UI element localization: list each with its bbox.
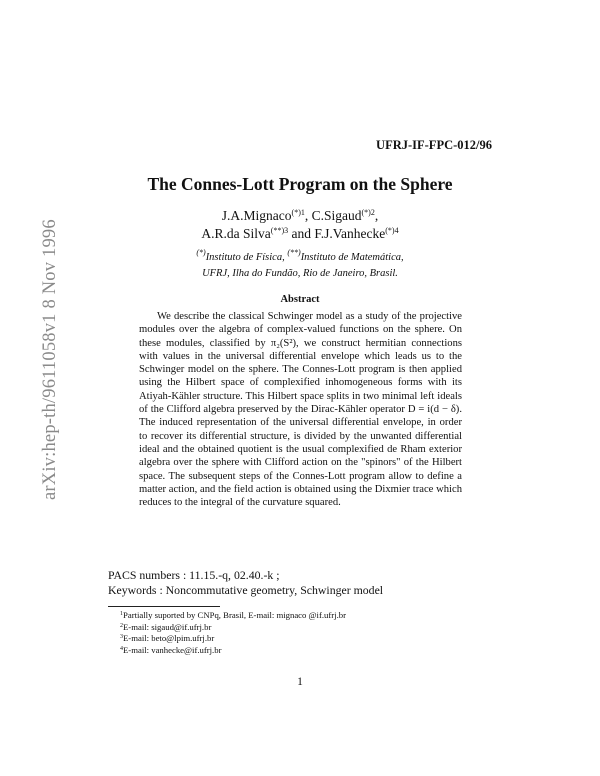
abstract-body [139,310,462,509]
authors-line-2 [0,225,600,243]
affiliation-line-2: UFRJ, Ilha do Fundão, Rio de Janeiro, Brasil. [202,268,398,279]
page-number: 1 [297,676,303,688]
report-number: UFRJ-IF-FPC-012/96 [376,138,492,152]
author-mark: (*)2 [361,208,375,217]
arxiv-identifier-stamp: arXiv:hep-th/9611058v1 8 Nov 1996 [40,219,60,500]
footnote-item [120,610,346,622]
abstract-heading: Abstract [280,294,320,305]
author-mark: (*)4 [385,226,399,235]
paper-title: The Connes-Lott Program on the Sphere [147,174,453,194]
pacs-numbers: PACS numbers : 11.15.-q, 02.40.-k ; [108,568,280,582]
authors-line-1: J.A.Mignaco$^{(*)1}$, C.Sigaud$^{(*)2}$, [221,208,379,223]
affiliation-institute: Instituto de Física, [205,252,285,263]
footnote-text: E-mail: sigaud@if.ufrj.br [123,621,212,632]
author-name: F.J.Vanhecke [314,226,386,241]
affiliation-institute: Instituto de Matemática, [300,252,404,263]
author-conjunction: and [291,226,311,241]
footnote-item [120,633,346,645]
footnotes [120,610,346,657]
footnote-mark: 3 [120,634,123,641]
author-name: C.Sigaud [311,208,362,223]
footnote-text: E-mail: beto@lpim.ufrj.br [123,633,215,644]
footnote-text: Partially suported by CNPq, Brasil, E-mail: mignaco @if.ufrj.br [123,610,346,620]
affiliation-line-1 [0,248,600,263]
author-name: A.R.da Silva [201,226,271,241]
footnote-mark: 4 [120,646,123,653]
footnote-divider [108,606,220,607]
keywords: Keywords : Noncommutative geometry, Schwinger model [108,583,384,597]
footnote-mark: 1 [120,611,123,617]
author-mark: (*)1 [291,208,305,217]
footnote-text: E-mail: vanhecke@if.ufrj.br [123,645,222,656]
footnote-item [120,645,346,657]
author-mark: (**)3 [270,226,289,235]
affiliation-mark: (*) [196,248,206,257]
footnote-mark: 2 [120,622,123,629]
affiliation-mark: (**) [287,248,301,257]
footnote-item [120,622,346,634]
author-name: J.A.Mignaco [221,208,292,223]
abstract-paragraph: We describe the classical Schwinger model as a study of the projective modules over the algebra of complex-valued functions on the sphere. On these modules, classified by π₂(S²), we construct hermitian connections with values in the universal differential envelope which leads us to the Schwinger model on the sphere. The Connes-Lott program is then applied using the Hilbert space of complexified inhomogeneous forms with its Atiyah-Kähler structure. This Hilbert space splits in two minimal left ideals of the Clifford algebra preserved by the Dirac-Kähler operator D = i(d − δ). The induced representation of the universal differential envelope, in order to recover its differential structure, is divided by the unwanted differential ideal and the obtained quotient is the usual complexified de Rham exterior algebra over the sphere with Clifford action on the "spinors" of the Hilbert space. The subsequent steps of the Connes-Lott program allow to define a matter action, and the field action is obtained using the Dixmier trace which reduces to the integral of the curvature squared. [139,311,462,509]
